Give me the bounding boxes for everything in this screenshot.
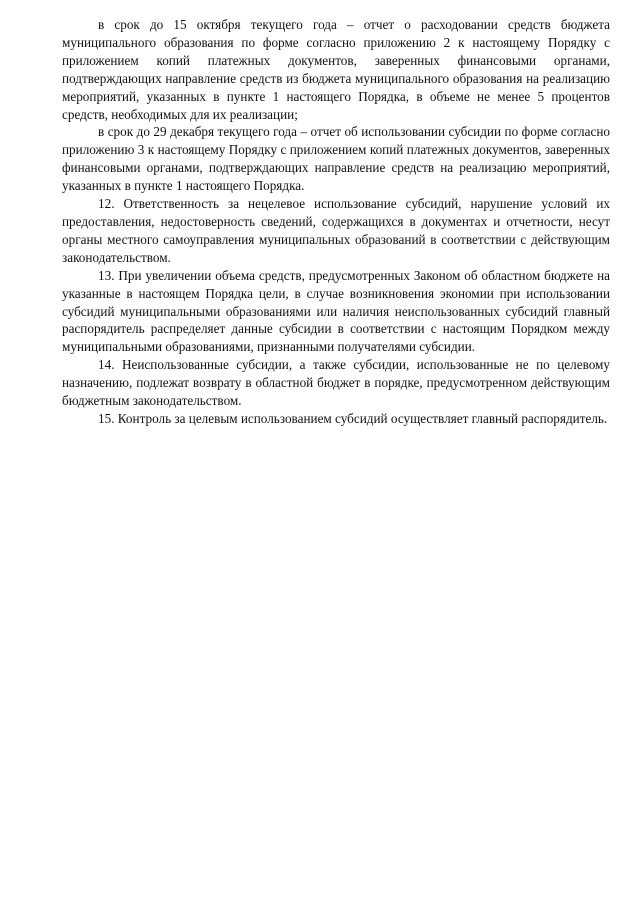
paragraph-item-12-responsibility: 12. Ответственность за нецелевое использование субсидий, нарушение условий их предоставления, недостоверность сведений, содержащихся в документах и отчетности, несут органы местного самоуправления муниципальных образований в соответствии с действующим законодательством. <box>62 196 610 265</box>
paragraph-report-deadline-october: в срок до 15 октября текущего года – отчет о расходовании средств бюджета муниципального образования по форме согласно приложению 2 к настоящему Порядку с приложением копий платежных документов, заверенных финансовыми органами, подтверждающих направление средств из бюджета муниципального образования на реализацию мероприятий, указанных в пункте 1 настоящего Порядка, в объеме не менее 5 процентов средств, необходимых для их реализации; <box>62 17 610 122</box>
paragraph-item-15-control: 15. Контроль за целевым использованием субсидий осуществляет главный распорядитель. <box>98 410 608 426</box>
paragraph-report-deadline-december: в срок до 29 декабря текущего года – отчет об использовании субсидии по форме согласно приложению 3 к настоящему Порядку с приложением копий платежных документов, заверенных финансовыми органами, подтверждающих направление средств на реализацию мероприятий, указанных в пункте 1 настоящего Порядка. <box>62 124 610 194</box>
paragraph-item-13-redistribution: 13. При увеличении объема средств, предусмотренных Законом об областном бюджете на указанные в настоящем Порядка цели, в случае возникновения экономии при использовании субсидий муниципальными образованиями или наличия неиспользованных субсидий главный распорядитель распределяет данные субсидии в соответствии с настоящим Порядком между муниципальными образованиями, признанными получателями субсидии. <box>62 267 610 355</box>
document-page <box>62 16 610 428</box>
paragraph-item-14-refund: 14. Неиспользованные субсидии, а также субсидии, использованные не по целевому назначению, подлежат возврату в областной бюджет в порядке, предусмотренном действующим бюджетным законодательством. <box>62 357 610 409</box>
